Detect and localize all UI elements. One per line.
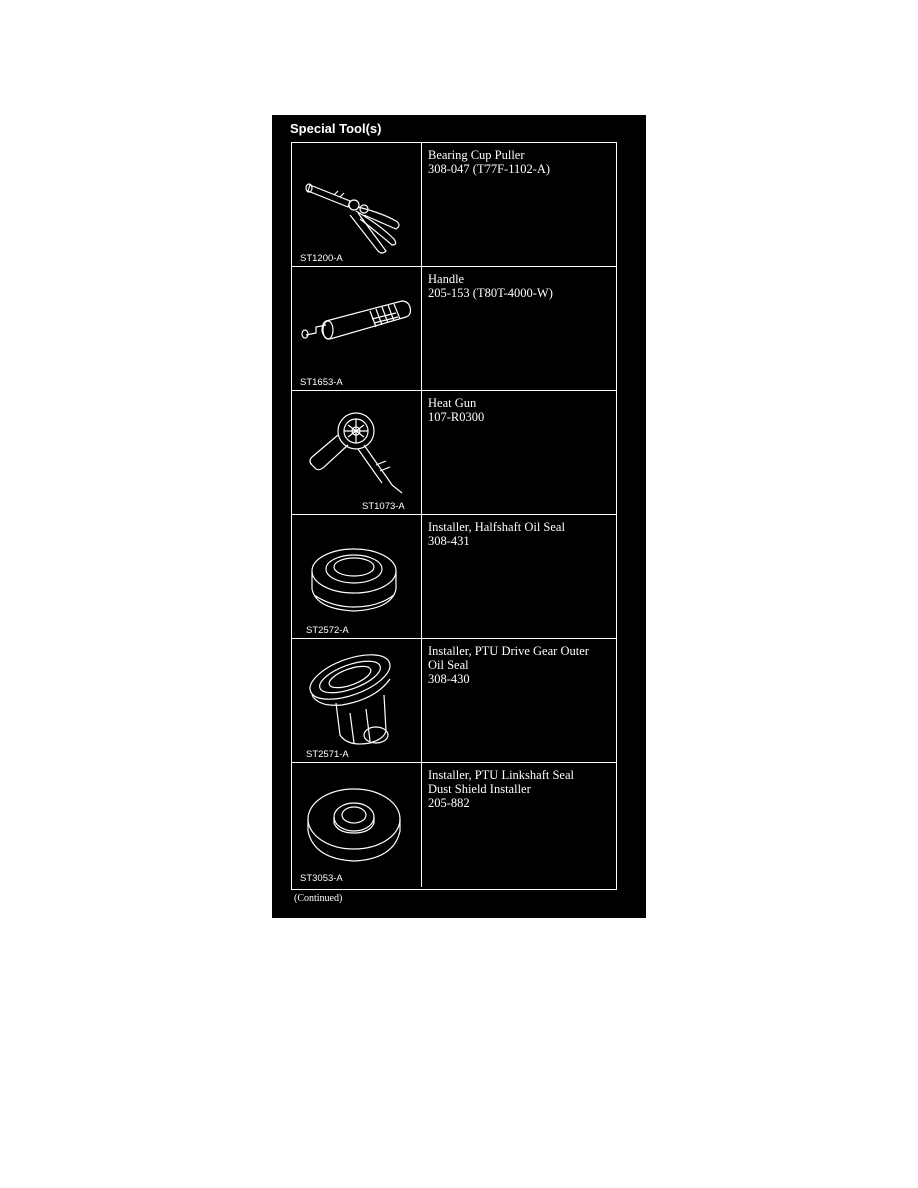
tool-description	[428, 272, 614, 300]
tool-row-5	[292, 639, 616, 763]
seal-installer-ring-icon	[292, 515, 422, 639]
tool-description	[428, 148, 614, 176]
heat-gun-icon	[292, 391, 422, 515]
tool-name-cont: Dust Shield Installer	[428, 782, 531, 796]
tool-row-3	[292, 391, 616, 515]
panel-title: Special Tool(s)	[290, 121, 382, 136]
bearing-cup-puller-icon	[292, 143, 422, 267]
tool-code: ST2571-A	[306, 749, 349, 760]
tool-image-cell	[292, 639, 422, 762]
special-tools-panel	[272, 115, 646, 918]
tool-row-6	[292, 763, 616, 887]
tool-image-cell	[292, 391, 422, 514]
tool-description	[428, 396, 614, 424]
handle-tool-icon	[292, 267, 422, 391]
tool-row-4	[292, 515, 616, 639]
tool-name: Installer, Halfshaft Oil Seal	[428, 520, 565, 534]
continued-note: (Continued)	[294, 893, 343, 904]
tool-name: Installer, PTU Drive Gear Outer	[428, 644, 589, 658]
tool-description	[428, 768, 614, 810]
tool-code: ST1653-A	[300, 377, 343, 388]
tool-row-2	[292, 267, 616, 391]
tool-description	[428, 644, 614, 686]
dust-shield-installer-icon	[292, 763, 422, 887]
drive-gear-seal-installer-icon	[292, 639, 422, 763]
tool-image-cell	[292, 267, 422, 390]
tool-code: ST3053-A	[300, 873, 343, 884]
tool-description	[428, 520, 614, 548]
tool-name: Bearing Cup Puller	[428, 148, 525, 162]
special-tools-table	[291, 142, 617, 890]
tool-image-cell	[292, 143, 422, 266]
tool-name: Heat Gun	[428, 396, 477, 410]
tool-row-1	[292, 143, 616, 267]
tool-number: 308-430	[428, 672, 470, 686]
tool-code: ST1073-A	[362, 501, 405, 512]
tool-number: 107-R0300	[428, 410, 485, 424]
tool-number: 205-153 (T80T-4000-W)	[428, 286, 553, 300]
tool-code: ST1200-A	[300, 253, 343, 264]
tool-number: 308-047 (T77F-1102-A)	[428, 162, 551, 176]
tool-number: 308-431	[428, 534, 470, 548]
tool-number: 205-882	[428, 796, 470, 810]
tool-code: ST2572-A	[306, 625, 349, 636]
tool-name: Installer, PTU Linkshaft Seal	[428, 768, 574, 782]
tool-name-cont: Oil Seal	[428, 658, 469, 672]
tool-name: Handle	[428, 272, 465, 286]
tool-image-cell	[292, 763, 422, 887]
tool-image-cell	[292, 515, 422, 638]
